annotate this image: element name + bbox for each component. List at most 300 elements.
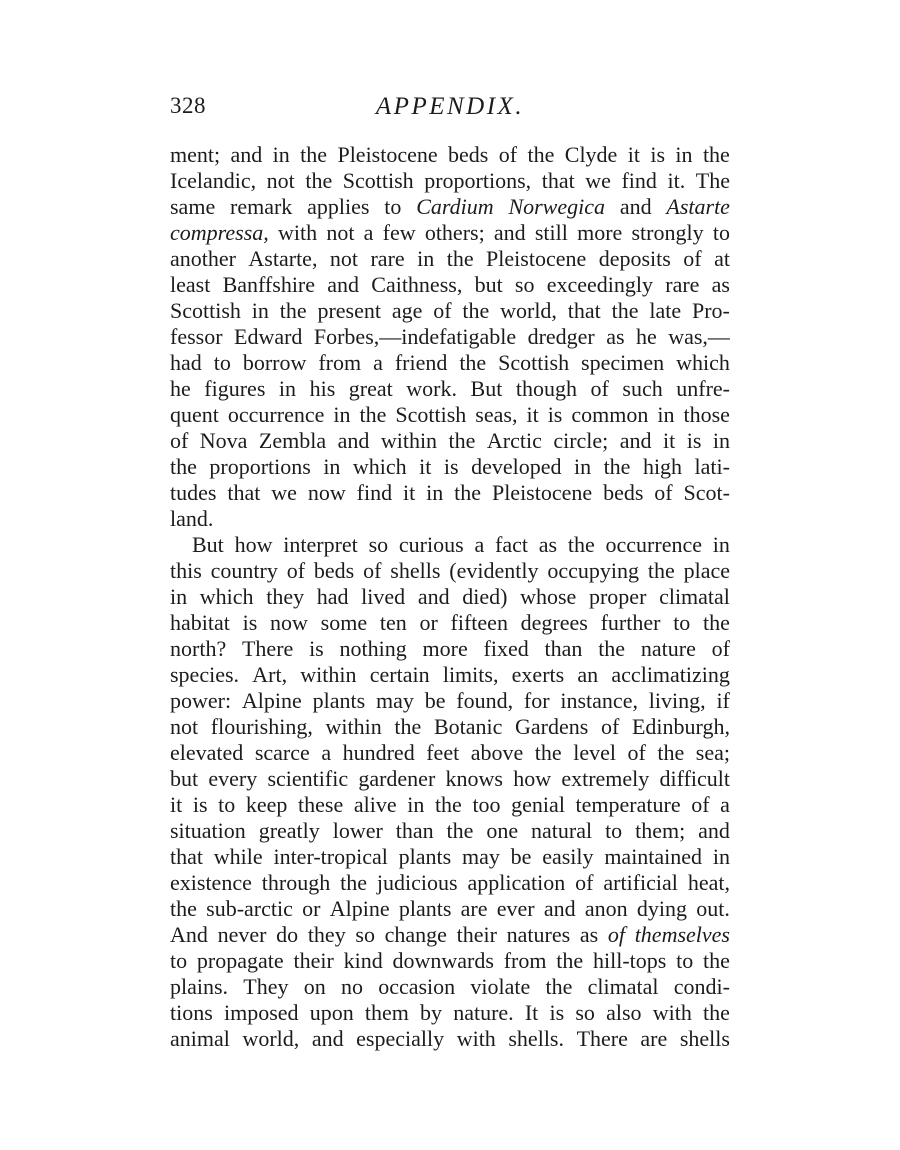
word: Alpine — [241, 688, 302, 713]
word: the — [703, 1000, 730, 1025]
word: Gardens — [515, 714, 589, 739]
word: with — [278, 220, 318, 245]
word: he — [170, 376, 191, 401]
text-line — [170, 194, 730, 220]
paragraph — [170, 142, 730, 532]
word: hundred — [342, 740, 415, 765]
word: unfre- — [676, 376, 730, 401]
word: and — [619, 194, 652, 219]
word: the — [170, 454, 197, 479]
word: of — [433, 298, 452, 323]
word: it — [526, 402, 539, 427]
word: proportions — [209, 454, 311, 479]
page-number: 328 — [170, 93, 206, 118]
text-line — [170, 168, 730, 194]
word: gardener — [358, 766, 436, 791]
word: plants — [312, 688, 366, 713]
word: we — [271, 480, 297, 505]
word: by — [420, 1000, 443, 1025]
italic-word: Astarte — [666, 194, 730, 219]
word: natural — [531, 818, 593, 843]
word: it — [419, 454, 432, 479]
word: the — [446, 246, 474, 271]
word: is — [192, 792, 208, 817]
word: a — [720, 792, 730, 817]
word: Alpine — [329, 896, 390, 921]
word: and — [311, 1026, 344, 1051]
word: proportions, — [424, 168, 532, 193]
word: the — [279, 298, 307, 323]
word: the — [454, 480, 482, 505]
word: natures — [506, 922, 571, 947]
word: Icelandic, — [170, 168, 257, 193]
word: instance, — [560, 688, 638, 713]
word: fifteen — [450, 610, 508, 635]
word: not — [170, 714, 199, 739]
word: in — [323, 454, 341, 479]
word: to — [673, 610, 691, 635]
word: not — [326, 220, 355, 245]
word: more — [422, 636, 468, 661]
text-line — [170, 246, 730, 272]
text-line — [170, 870, 730, 896]
text-line — [170, 272, 730, 298]
word: flourishing, — [210, 714, 313, 739]
word: they — [307, 922, 346, 947]
word: world, — [500, 298, 557, 323]
word: some — [320, 610, 368, 635]
word: too — [472, 792, 501, 817]
text-line — [170, 428, 730, 454]
text-line — [170, 532, 730, 558]
word: (evidently — [449, 558, 539, 583]
word: in — [417, 246, 435, 271]
word: occupying — [547, 558, 639, 583]
text-line — [170, 506, 730, 532]
word: be — [510, 844, 532, 869]
word: how — [513, 766, 552, 791]
word: the — [703, 948, 730, 973]
word: occurrence — [227, 402, 325, 427]
text-line — [170, 324, 730, 350]
word: further — [600, 610, 661, 635]
word: a — [363, 220, 374, 245]
word: level — [573, 740, 616, 765]
word: while — [213, 844, 263, 869]
word: is — [547, 402, 563, 427]
word: dredger — [527, 324, 595, 349]
word: others; — [424, 220, 485, 245]
word: the — [598, 636, 626, 661]
word: Pro- — [691, 298, 730, 323]
word: in — [573, 454, 592, 479]
word: plains. — [170, 974, 229, 999]
text-line — [170, 298, 730, 324]
text-line — [170, 376, 730, 402]
word: in — [170, 584, 188, 609]
word: is — [650, 142, 666, 167]
word: The — [695, 168, 730, 193]
word: so — [514, 272, 535, 297]
word: rare — [370, 246, 405, 271]
word: and — [698, 818, 730, 843]
word: their — [456, 922, 497, 947]
word: in — [675, 142, 693, 167]
word: with — [456, 1026, 496, 1051]
word: of — [575, 870, 594, 895]
word: circle; — [553, 428, 609, 453]
word: situation — [170, 818, 246, 843]
word: age — [391, 298, 423, 323]
word: plants — [398, 896, 452, 921]
word: Nova — [199, 428, 248, 453]
word: application — [467, 870, 566, 895]
word: it — [402, 480, 416, 505]
word: ever — [496, 896, 535, 921]
word: beds — [448, 142, 489, 167]
word: one — [486, 818, 519, 843]
word: occasion — [378, 974, 456, 999]
word: Forbes,—indefatigable — [313, 324, 517, 349]
word: lower — [332, 818, 383, 843]
word: that — [170, 844, 203, 869]
word: seas, — [475, 402, 518, 427]
word: of — [627, 740, 646, 765]
word: or — [419, 610, 438, 635]
word: be — [424, 688, 446, 713]
word: living, — [648, 688, 706, 713]
word: find — [356, 480, 393, 505]
word: the — [462, 298, 490, 323]
word: scientific — [267, 766, 349, 791]
word: of — [654, 480, 673, 505]
italic-word: Cardium — [416, 194, 494, 219]
word: rare — [665, 272, 700, 297]
word: the — [603, 454, 631, 479]
word: nature. — [453, 1000, 514, 1025]
word: greatly — [258, 818, 320, 843]
word: of — [683, 246, 702, 271]
word: an — [577, 662, 599, 687]
word: interpret — [283, 532, 358, 557]
word: and — [619, 428, 652, 453]
word: in — [278, 376, 297, 401]
word: fessor — [170, 324, 223, 349]
word: present — [317, 298, 381, 323]
word: least — [170, 272, 211, 297]
word: in — [407, 792, 425, 817]
word: inter-tropical — [273, 844, 388, 869]
word: their — [293, 948, 334, 973]
word: ten — [379, 610, 407, 635]
word: They — [243, 974, 289, 999]
text-line — [170, 896, 730, 922]
page-header — [170, 93, 730, 127]
word: are — [640, 1026, 668, 1051]
word: the — [170, 896, 197, 921]
word: easily — [542, 844, 594, 869]
word: upon — [309, 1000, 354, 1025]
word: is — [549, 1000, 565, 1025]
word: curious — [398, 532, 464, 557]
word: climatal — [587, 974, 659, 999]
word: downwards — [392, 948, 494, 973]
word: at — [714, 246, 730, 271]
word: to — [605, 818, 623, 843]
word: no — [340, 974, 363, 999]
word: but — [170, 766, 199, 791]
word: to — [218, 792, 236, 817]
word: is — [309, 636, 324, 661]
word: occurrence — [605, 532, 703, 557]
word: so — [368, 532, 389, 557]
word: another — [170, 246, 236, 271]
word: climatal — [659, 584, 730, 609]
word: the — [434, 792, 462, 817]
word: within — [325, 714, 382, 739]
word: of — [498, 142, 518, 167]
word: Arctic — [486, 428, 542, 453]
word: feet — [426, 740, 460, 765]
word: scarce — [254, 740, 310, 765]
word: same — [170, 194, 216, 219]
word: in — [426, 480, 444, 505]
word: in — [712, 844, 730, 869]
word: certain — [369, 662, 430, 687]
word: is — [242, 610, 258, 635]
word: north? — [170, 636, 227, 661]
word: sub-arctic — [206, 896, 293, 921]
word: and — [493, 220, 526, 245]
word: from — [318, 350, 362, 375]
word: late — [649, 298, 682, 323]
word: is — [443, 454, 459, 479]
word: and — [337, 428, 370, 453]
word: and — [543, 896, 576, 921]
word: beds — [603, 480, 644, 505]
word: There — [241, 636, 294, 661]
word: it — [627, 142, 640, 167]
word: the — [459, 350, 487, 375]
word: though — [515, 376, 577, 401]
word: this — [170, 558, 202, 583]
word: Edinburgh, — [631, 714, 730, 739]
word: the — [657, 740, 685, 765]
word: Art, — [252, 662, 288, 687]
word: is — [686, 428, 702, 453]
word: fact — [495, 532, 528, 557]
word: find — [621, 168, 657, 193]
word: deposits — [598, 246, 671, 271]
word: that — [567, 298, 601, 323]
word: through — [261, 870, 331, 895]
word: power: — [170, 688, 232, 713]
paragraph — [170, 532, 730, 1052]
word: Banffshire — [222, 272, 316, 297]
word: Scottish — [395, 402, 467, 427]
word: as — [606, 324, 625, 349]
italic-word: Norwegica — [508, 194, 605, 219]
word: the — [702, 142, 730, 167]
word: plants — [398, 844, 452, 869]
word: Scot- — [683, 480, 730, 505]
word: the — [647, 558, 675, 583]
word: great — [348, 376, 393, 401]
word: Scottish — [342, 168, 414, 193]
word: the — [527, 142, 555, 167]
word: from — [503, 948, 547, 973]
word: on — [303, 974, 326, 999]
word: acclimatizing — [611, 662, 730, 687]
word: them — [364, 1000, 409, 1025]
word: now — [270, 610, 308, 635]
word: of — [170, 428, 189, 453]
word: Astarte, — [248, 246, 318, 271]
word: it — [663, 428, 676, 453]
word: judicious — [376, 870, 458, 895]
word: extremely — [561, 766, 650, 791]
text-line — [170, 844, 730, 870]
word: above — [470, 740, 524, 765]
word: he — [635, 324, 657, 349]
text-line — [170, 688, 730, 714]
word: alive — [353, 792, 397, 817]
word: Edward — [234, 324, 303, 349]
word: nothing — [339, 636, 407, 661]
word: to — [170, 948, 188, 973]
word: hill-tops — [592, 948, 667, 973]
text-line — [170, 662, 730, 688]
word: especially — [356, 1026, 445, 1051]
word: violate — [470, 974, 531, 999]
word: those — [683, 402, 730, 427]
word: if — [716, 688, 730, 713]
text-line — [170, 1000, 730, 1026]
word: shells — [390, 558, 441, 583]
word: work. — [406, 376, 458, 401]
word: died) — [462, 584, 508, 609]
text-line — [170, 766, 730, 792]
word: Scottish — [170, 298, 241, 323]
word: common — [571, 402, 649, 427]
word: developed — [471, 454, 562, 479]
word: whose — [520, 584, 577, 609]
text-line — [170, 636, 730, 662]
word: so — [575, 1000, 595, 1025]
italic-word: of — [607, 922, 625, 947]
word: maintained — [604, 844, 703, 869]
word: lati- — [694, 454, 730, 479]
text-line — [170, 714, 730, 740]
text-line — [170, 454, 730, 480]
text-line — [170, 948, 730, 974]
word: still — [534, 220, 568, 245]
word: the — [394, 714, 422, 739]
word: than — [395, 818, 434, 843]
word: tions — [170, 1000, 213, 1025]
word: in — [251, 298, 269, 323]
word: strongly — [631, 220, 704, 245]
word: had — [170, 350, 202, 375]
word: And — [170, 922, 208, 947]
word: shells — [679, 1026, 730, 1051]
word: proper — [588, 584, 647, 609]
word: not — [329, 246, 359, 271]
word: Pleistocene — [337, 142, 438, 167]
word: artificial — [603, 870, 678, 895]
word: they — [266, 584, 305, 609]
word: but — [474, 272, 503, 297]
word: them; — [635, 818, 686, 843]
word: place — [683, 558, 730, 583]
word: to — [676, 948, 694, 973]
word: with — [652, 1000, 692, 1025]
word: to — [213, 350, 231, 375]
word: as — [538, 532, 558, 557]
word: his — [309, 376, 336, 401]
word: nature — [640, 636, 696, 661]
word: fixed — [483, 636, 529, 661]
word: dying — [636, 896, 688, 921]
word: degrees — [520, 610, 588, 635]
text-line — [170, 922, 730, 948]
word: of — [286, 558, 306, 583]
word: condi- — [673, 974, 730, 999]
word: do — [276, 922, 299, 947]
word: for — [523, 688, 550, 713]
word: the — [611, 298, 639, 323]
italic-word: compressa, — [170, 220, 269, 245]
word: Pleistocene — [486, 246, 587, 271]
word: as — [711, 272, 730, 297]
word: high — [642, 454, 683, 479]
text-line — [170, 350, 730, 376]
word: more — [577, 220, 623, 245]
word: few — [382, 220, 416, 245]
word: such — [622, 376, 663, 401]
word: change — [384, 922, 447, 947]
word: kind — [343, 948, 383, 973]
word: as — [579, 922, 599, 947]
word: There — [576, 1026, 628, 1051]
word: keep — [245, 792, 288, 817]
word: now — [307, 480, 346, 505]
word: the — [545, 974, 573, 999]
word: the — [567, 532, 595, 557]
word: borrow — [242, 350, 307, 375]
word: But — [192, 532, 224, 557]
word: the — [703, 610, 730, 635]
word: which — [676, 350, 730, 375]
word: Botanic — [433, 714, 503, 739]
word: of — [363, 558, 382, 583]
word: applies — [307, 194, 370, 219]
word: within — [380, 428, 438, 453]
word: it — [170, 792, 183, 817]
word: knows — [445, 766, 503, 791]
word: out. — [696, 896, 730, 921]
text-line — [170, 792, 730, 818]
word: and — [327, 272, 360, 297]
word: But — [470, 376, 503, 401]
word: of — [601, 714, 620, 739]
word: specimen — [581, 350, 665, 375]
word: than — [544, 636, 583, 661]
word: in — [712, 428, 730, 453]
word: a — [474, 532, 485, 557]
text-line — [170, 220, 730, 246]
word: anon — [584, 896, 628, 921]
